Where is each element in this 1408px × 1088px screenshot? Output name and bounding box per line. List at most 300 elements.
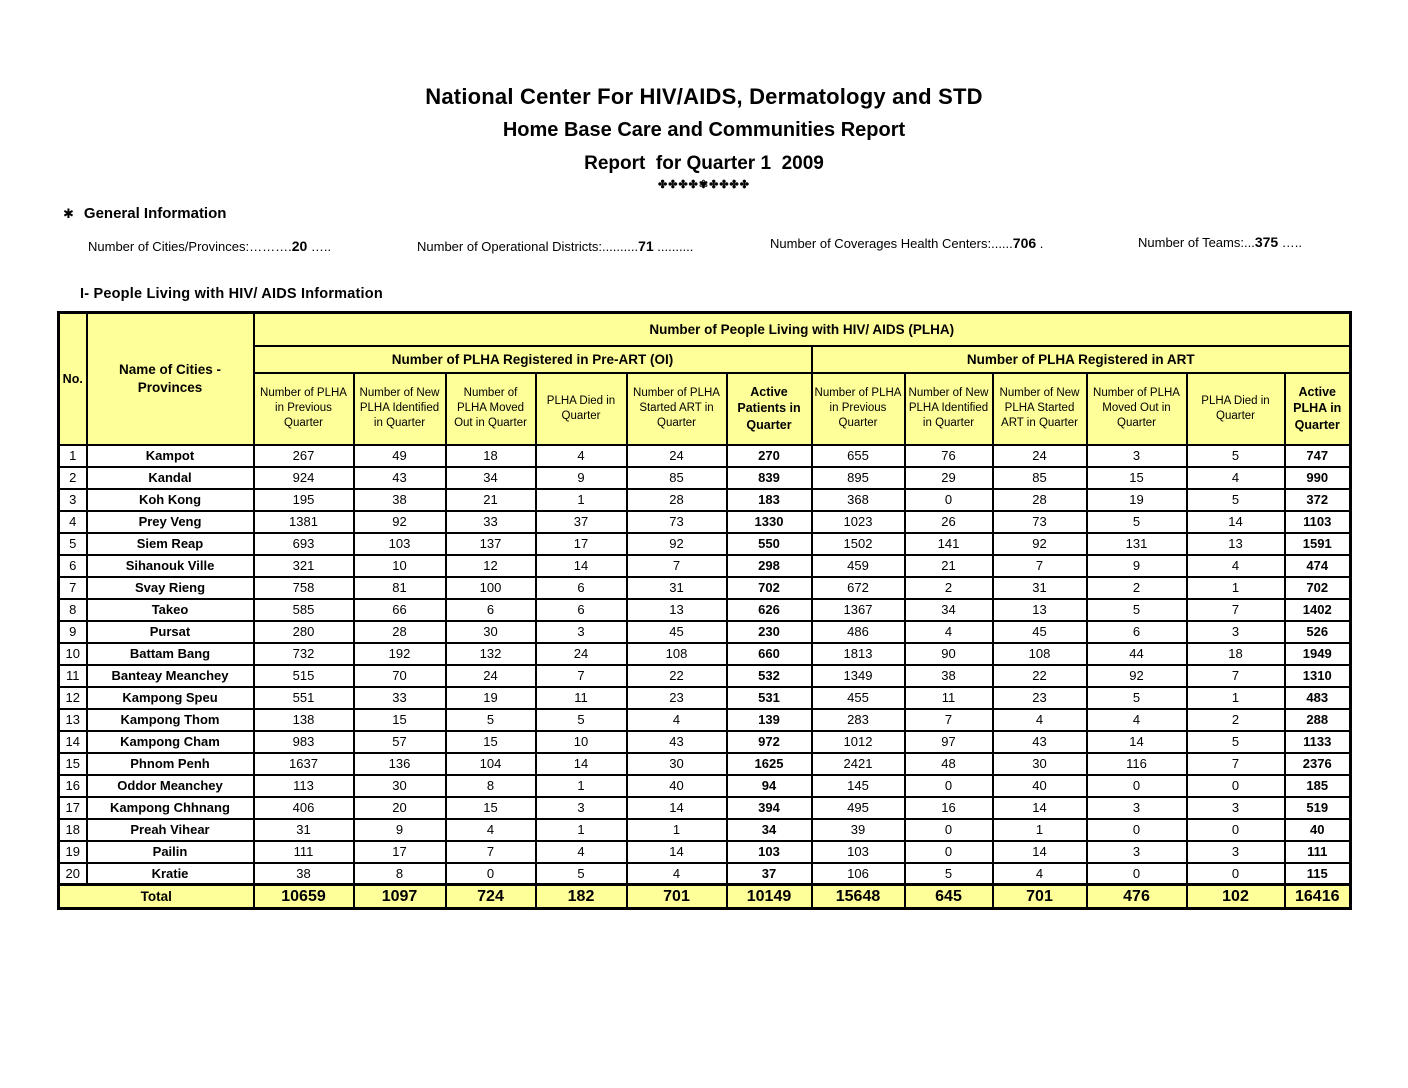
preart-value-cell: 192: [354, 643, 446, 665]
art-value-cell: 1813: [812, 643, 905, 665]
plha-band-header: Number of People Living with HIV/ AIDS (PLHA): [254, 313, 1351, 346]
province-name-cell: Banteay Meanchey: [87, 665, 254, 687]
preart-value-cell: 626: [727, 599, 812, 621]
art-value-cell: 4: [1187, 555, 1285, 577]
art-value-cell: 747: [1285, 445, 1351, 467]
subheader-preart-new-identified: Number of New PLHA Identified in Quarter: [354, 373, 446, 445]
art-value-cell: 4: [993, 709, 1087, 731]
province-name-cell: Kratie: [87, 863, 254, 885]
art-value-cell: 43: [993, 731, 1087, 753]
col-header-name: Name of Cities - Provinces: [87, 313, 254, 445]
preart-value-cell: 1637: [254, 753, 354, 775]
art-value-cell: 90: [905, 643, 993, 665]
art-value-cell: 5: [905, 863, 993, 885]
preart-value-cell: 267: [254, 445, 354, 467]
art-value-cell: 495: [812, 797, 905, 819]
row-number-cell: 16: [59, 775, 87, 797]
preart-value-cell: 298: [727, 555, 812, 577]
art-value-cell: 5: [1087, 511, 1187, 533]
preart-value-cell: 70: [354, 665, 446, 687]
preart-value-cell: 0: [446, 863, 536, 885]
preart-value-cell: 8: [354, 863, 446, 885]
row-number-cell: 5: [59, 533, 87, 555]
total-value-cell: 10659: [254, 885, 354, 909]
province-name-cell: Phnom Penh: [87, 753, 254, 775]
art-value-cell: 31: [993, 577, 1087, 599]
art-value-cell: 1367: [812, 599, 905, 621]
total-value-cell: 645: [905, 885, 993, 909]
field-trail: .: [1036, 236, 1044, 251]
art-value-cell: 7: [1187, 753, 1285, 775]
art-value-cell: 0: [1187, 819, 1285, 841]
preart-value-cell: 1625: [727, 753, 812, 775]
preart-value-cell: 321: [254, 555, 354, 577]
preart-value-cell: 11: [536, 687, 627, 709]
art-value-cell: 23: [993, 687, 1087, 709]
art-value-cell: 990: [1285, 467, 1351, 489]
art-value-cell: 14: [993, 841, 1087, 863]
art-value-cell: 4: [1187, 467, 1285, 489]
art-value-cell: 73: [993, 511, 1087, 533]
art-value-cell: 1591: [1285, 533, 1351, 555]
preart-value-cell: 85: [627, 467, 727, 489]
preart-value-cell: 37: [727, 863, 812, 885]
preart-value-cell: 983: [254, 731, 354, 753]
art-value-cell: 21: [905, 555, 993, 577]
preart-value-cell: 693: [254, 533, 354, 555]
table-row: [59, 797, 1351, 819]
preart-value-cell: 10: [536, 731, 627, 753]
preart-value-cell: 13: [627, 599, 727, 621]
preart-value-cell: 31: [627, 577, 727, 599]
preart-value-cell: 24: [446, 665, 536, 687]
preart-value-cell: 33: [354, 687, 446, 709]
preart-value-cell: 38: [354, 489, 446, 511]
art-value-cell: 2: [1087, 577, 1187, 599]
art-value-cell: 368: [812, 489, 905, 511]
art-value-cell: 5: [1187, 489, 1285, 511]
field-value: 71: [638, 238, 654, 254]
art-value-cell: 0: [1087, 863, 1187, 885]
preart-value-cell: 132: [446, 643, 536, 665]
row-number-cell: 10: [59, 643, 87, 665]
art-value-cell: 0: [1087, 819, 1187, 841]
art-value-cell: 4: [1087, 709, 1187, 731]
preart-value-cell: 92: [627, 533, 727, 555]
section-heading: I- People Living with HIV/ AIDS Information: [80, 286, 383, 302]
preart-value-cell: 108: [627, 643, 727, 665]
preart-value-cell: 10: [354, 555, 446, 577]
preart-value-cell: 111: [254, 841, 354, 863]
art-value-cell: 3: [1187, 841, 1285, 863]
preart-value-cell: 17: [354, 841, 446, 863]
province-name-cell: Pursat: [87, 621, 254, 643]
art-value-cell: 13: [993, 599, 1087, 621]
art-value-cell: 16: [905, 797, 993, 819]
preart-value-cell: 33: [446, 511, 536, 533]
art-value-cell: 18: [1187, 643, 1285, 665]
title-block: [0, 0, 1408, 191]
art-value-cell: 1: [993, 819, 1087, 841]
preart-value-cell: 18: [446, 445, 536, 467]
preart-value-cell: 66: [354, 599, 446, 621]
province-name-cell: Sihanouk Ville: [87, 555, 254, 577]
art-value-cell: 1133: [1285, 731, 1351, 753]
art-value-cell: 0: [1187, 775, 1285, 797]
province-name-cell: Kampong Chhnang: [87, 797, 254, 819]
preart-value-cell: 34: [727, 819, 812, 841]
preart-value-cell: 23: [627, 687, 727, 709]
preart-value-cell: 5: [536, 863, 627, 885]
art-value-cell: 30: [993, 753, 1087, 775]
table-header: [59, 313, 1351, 445]
preart-value-cell: 15: [446, 797, 536, 819]
preart-value-cell: 136: [354, 753, 446, 775]
preart-value-cell: 57: [354, 731, 446, 753]
art-value-cell: 1012: [812, 731, 905, 753]
province-name-cell: Preah Vihear: [87, 819, 254, 841]
province-name-cell: Kandal: [87, 467, 254, 489]
preart-value-cell: 9: [536, 467, 627, 489]
art-value-cell: 4: [993, 863, 1087, 885]
province-name-cell: Kampong Cham: [87, 731, 254, 753]
art-value-cell: 3: [1087, 445, 1187, 467]
art-value-cell: 115: [1285, 863, 1351, 885]
total-row: [59, 885, 1351, 909]
row-number-cell: 8: [59, 599, 87, 621]
total-value-cell: 102: [1187, 885, 1285, 909]
art-value-cell: 14: [1187, 511, 1285, 533]
col-header-no: No.: [59, 313, 87, 445]
art-value-cell: 283: [812, 709, 905, 731]
row-number-cell: 19: [59, 841, 87, 863]
art-value-cell: 131: [1087, 533, 1187, 555]
preart-value-cell: 103: [727, 841, 812, 863]
province-name-cell: Prey Veng: [87, 511, 254, 533]
art-value-cell: 13: [1187, 533, 1285, 555]
art-value-cell: 655: [812, 445, 905, 467]
plha-table: [57, 311, 1352, 910]
province-name-cell: Kampong Speu: [87, 687, 254, 709]
preart-value-cell: 3: [536, 621, 627, 643]
subheader-art-moved-out: Number of PLHA Moved Out in Quarter: [1087, 373, 1187, 445]
preart-value-cell: 34: [446, 467, 536, 489]
row-number-cell: 9: [59, 621, 87, 643]
preart-value-cell: 585: [254, 599, 354, 621]
art-value-cell: 15: [1087, 467, 1187, 489]
row-number-cell: 13: [59, 709, 87, 731]
preart-value-cell: 732: [254, 643, 354, 665]
preart-value-cell: 14: [536, 753, 627, 775]
table-row: [59, 533, 1351, 555]
subheader-preart-previous: Number of PLHA in Previous Quarter: [254, 373, 354, 445]
table-row: [59, 511, 1351, 533]
row-number-cell: 4: [59, 511, 87, 533]
art-value-cell: 39: [812, 819, 905, 841]
total-value-cell: 182: [536, 885, 627, 909]
preart-value-cell: 6: [446, 599, 536, 621]
art-value-cell: 103: [812, 841, 905, 863]
art-value-cell: 702: [1285, 577, 1351, 599]
preart-value-cell: 49: [354, 445, 446, 467]
field-value: 20: [291, 238, 308, 254]
preart-value-cell: 81: [354, 577, 446, 599]
art-value-cell: 372: [1285, 489, 1351, 511]
art-value-cell: 26: [905, 511, 993, 533]
art-value-cell: 48: [905, 753, 993, 775]
art-value-cell: 1103: [1285, 511, 1351, 533]
row-number-cell: 11: [59, 665, 87, 687]
preart-value-cell: 532: [727, 665, 812, 687]
preart-value-cell: 138: [254, 709, 354, 731]
preart-value-cell: 37: [536, 511, 627, 533]
art-value-cell: 185: [1285, 775, 1351, 797]
preart-value-cell: 137: [446, 533, 536, 555]
preart-value-cell: 94: [727, 775, 812, 797]
art-value-cell: 11: [905, 687, 993, 709]
field-label: Number of Coverages Health Centers:......: [770, 236, 1013, 251]
art-value-cell: 85: [993, 467, 1087, 489]
preart-value-cell: 394: [727, 797, 812, 819]
preart-value-cell: 5: [536, 709, 627, 731]
art-value-cell: 14: [1087, 731, 1187, 753]
art-value-cell: 0: [905, 841, 993, 863]
art-value-cell: 2421: [812, 753, 905, 775]
preart-value-cell: 1: [536, 489, 627, 511]
subheader-preart-active: Active Patients in Quarter: [727, 373, 812, 445]
art-value-cell: 5: [1087, 687, 1187, 709]
field-label: Number of Operational Districts:..........: [417, 239, 639, 254]
preart-value-cell: 17: [536, 533, 627, 555]
field-health-centers: [770, 235, 1043, 251]
table-row: [59, 467, 1351, 489]
province-name-cell: Svay Rieng: [87, 577, 254, 599]
field-teams: [1138, 234, 1302, 250]
art-value-cell: 3: [1187, 797, 1285, 819]
report-title: National Center For HIV/AIDS, Dermatology and STD: [425, 84, 983, 109]
table-row: [59, 841, 1351, 863]
table-row: [59, 687, 1351, 709]
art-value-cell: 14: [993, 797, 1087, 819]
general-info-heading-label: General Information: [83, 205, 227, 222]
preart-value-cell: 12: [446, 555, 536, 577]
subheader-preart-moved-out: Number of PLHA Moved Out in Quarter: [446, 373, 536, 445]
table-row: [59, 445, 1351, 467]
table-row: [59, 863, 1351, 885]
total-value-cell: 476: [1087, 885, 1187, 909]
art-value-cell: 459: [812, 555, 905, 577]
preart-value-cell: 1: [536, 775, 627, 797]
art-group-header: Number of PLHA Registered in ART: [812, 346, 1351, 373]
preart-value-cell: 14: [627, 797, 727, 819]
province-name-cell: Pailin: [87, 841, 254, 863]
art-value-cell: 6: [1087, 621, 1187, 643]
art-value-cell: 92: [1087, 665, 1187, 687]
preart-value-cell: 531: [727, 687, 812, 709]
province-name-cell: Battam Bang: [87, 643, 254, 665]
art-value-cell: 40: [993, 775, 1087, 797]
preart-value-cell: 3: [536, 797, 627, 819]
preart-value-cell: 14: [627, 841, 727, 863]
preart-value-cell: 15: [354, 709, 446, 731]
field-cities-provinces: [88, 238, 331, 254]
preart-value-cell: 28: [354, 621, 446, 643]
art-value-cell: 5: [1187, 731, 1285, 753]
table-row: [59, 489, 1351, 511]
art-value-cell: 1349: [812, 665, 905, 687]
art-value-cell: 19: [1087, 489, 1187, 511]
art-value-cell: 3: [1187, 621, 1285, 643]
art-value-cell: 1310: [1285, 665, 1351, 687]
row-number-cell: 3: [59, 489, 87, 511]
preart-value-cell: 139: [727, 709, 812, 731]
art-value-cell: 895: [812, 467, 905, 489]
table-row: [59, 577, 1351, 599]
preart-value-cell: 972: [727, 731, 812, 753]
preart-value-cell: 7: [536, 665, 627, 687]
preart-value-cell: 9: [354, 819, 446, 841]
province-name-cell: Koh Kong: [87, 489, 254, 511]
art-value-cell: 486: [812, 621, 905, 643]
art-value-cell: 1: [1187, 577, 1285, 599]
total-value-cell: 701: [993, 885, 1087, 909]
art-value-cell: 1402: [1285, 599, 1351, 621]
art-value-cell: 2: [1187, 709, 1285, 731]
preart-value-cell: 1330: [727, 511, 812, 533]
art-value-cell: 288: [1285, 709, 1351, 731]
preart-value-cell: 24: [536, 643, 627, 665]
table-row: [59, 819, 1351, 841]
preart-value-cell: 4: [627, 709, 727, 731]
art-value-cell: 483: [1285, 687, 1351, 709]
preart-value-cell: 550: [727, 533, 812, 555]
subheader-preart-died: PLHA Died in Quarter: [536, 373, 627, 445]
preart-value-cell: 43: [354, 467, 446, 489]
subheader-art-new-identified: Number of New PLHA Identified in Quarter: [905, 373, 993, 445]
preart-value-cell: 7: [446, 841, 536, 863]
art-value-cell: 40: [1285, 819, 1351, 841]
preart-value-cell: 4: [536, 841, 627, 863]
art-value-cell: 44: [1087, 643, 1187, 665]
total-value-cell: 10149: [727, 885, 812, 909]
row-number-cell: 2: [59, 467, 87, 489]
art-value-cell: 3: [1087, 797, 1187, 819]
art-value-cell: 28: [993, 489, 1087, 511]
preart-value-cell: 1381: [254, 511, 354, 533]
field-trail: ..........: [653, 239, 694, 254]
table-row: [59, 555, 1351, 577]
header-band-row: [59, 313, 1351, 346]
field-label: Number of Teams:...: [1138, 235, 1255, 250]
preart-value-cell: 20: [354, 797, 446, 819]
asterisk-bullet-icon: ✱: [63, 206, 74, 221]
art-value-cell: 97: [905, 731, 993, 753]
preart-value-cell: 702: [727, 577, 812, 599]
preart-value-cell: 113: [254, 775, 354, 797]
art-value-cell: 7: [905, 709, 993, 731]
row-number-cell: 12: [59, 687, 87, 709]
art-value-cell: 108: [993, 643, 1087, 665]
preart-value-cell: 924: [254, 467, 354, 489]
art-value-cell: 474: [1285, 555, 1351, 577]
preart-value-cell: 31: [254, 819, 354, 841]
art-value-cell: 0: [905, 489, 993, 511]
art-value-cell: 519: [1285, 797, 1351, 819]
art-value-cell: 0: [1087, 775, 1187, 797]
report-quarter: Report for Quarter 1 2009: [584, 153, 824, 174]
preart-value-cell: 5: [446, 709, 536, 731]
art-value-cell: 0: [905, 819, 993, 841]
preart-value-cell: 15: [446, 731, 536, 753]
preart-value-cell: 24: [627, 445, 727, 467]
general-info-fields: [0, 234, 1408, 262]
table-row: [59, 709, 1351, 731]
art-value-cell: 38: [905, 665, 993, 687]
table-row: [59, 753, 1351, 775]
preart-value-cell: 6: [536, 577, 627, 599]
art-value-cell: 5: [1187, 445, 1285, 467]
preart-value-cell: 7: [627, 555, 727, 577]
preart-value-cell: 40: [627, 775, 727, 797]
art-value-cell: 0: [1187, 863, 1285, 885]
preart-value-cell: 92: [354, 511, 446, 533]
art-value-cell: 1: [1187, 687, 1285, 709]
row-number-cell: 17: [59, 797, 87, 819]
art-value-cell: 116: [1087, 753, 1187, 775]
row-number-cell: 18: [59, 819, 87, 841]
table-row: [59, 665, 1351, 687]
art-value-cell: 29: [905, 467, 993, 489]
table-row: [59, 621, 1351, 643]
preart-value-cell: 103: [354, 533, 446, 555]
row-number-cell: 7: [59, 577, 87, 599]
preart-value-cell: 19: [446, 687, 536, 709]
art-value-cell: 22: [993, 665, 1087, 687]
art-value-cell: 7: [1187, 665, 1285, 687]
preart-value-cell: 104: [446, 753, 536, 775]
row-number-cell: 20: [59, 863, 87, 885]
subheader-art-active: Active PLHA in Quarter: [1285, 373, 1351, 445]
art-value-cell: 9: [1087, 555, 1187, 577]
preart-value-cell: 1: [536, 819, 627, 841]
province-name-cell: Takeo: [87, 599, 254, 621]
art-value-cell: 672: [812, 577, 905, 599]
field-label: Number of Cities/Provinces:……….: [88, 239, 292, 254]
art-value-cell: 1023: [812, 511, 905, 533]
preart-value-cell: 406: [254, 797, 354, 819]
row-number-cell: 1: [59, 445, 87, 467]
field-value: 706: [1012, 235, 1037, 251]
preart-value-cell: 30: [354, 775, 446, 797]
preart-value-cell: 839: [727, 467, 812, 489]
art-value-cell: 3: [1087, 841, 1187, 863]
total-value-cell: 1097: [354, 885, 446, 909]
art-value-cell: 7: [993, 555, 1087, 577]
province-name-cell: Kampong Thom: [87, 709, 254, 731]
row-number-cell: 14: [59, 731, 87, 753]
total-value-cell: 724: [446, 885, 536, 909]
ornament-divider: ✤✤✤✤✾✤✤✤✤: [658, 179, 750, 191]
art-value-cell: 2376: [1285, 753, 1351, 775]
art-value-cell: 76: [905, 445, 993, 467]
subheader-preart-started-art: Number of PLHA Started ART in Quarter: [627, 373, 727, 445]
preart-value-cell: 45: [627, 621, 727, 643]
art-value-cell: 106: [812, 863, 905, 885]
art-value-cell: 111: [1285, 841, 1351, 863]
total-value-cell: 16416: [1285, 885, 1351, 909]
art-value-cell: 45: [993, 621, 1087, 643]
preart-value-cell: 22: [627, 665, 727, 687]
